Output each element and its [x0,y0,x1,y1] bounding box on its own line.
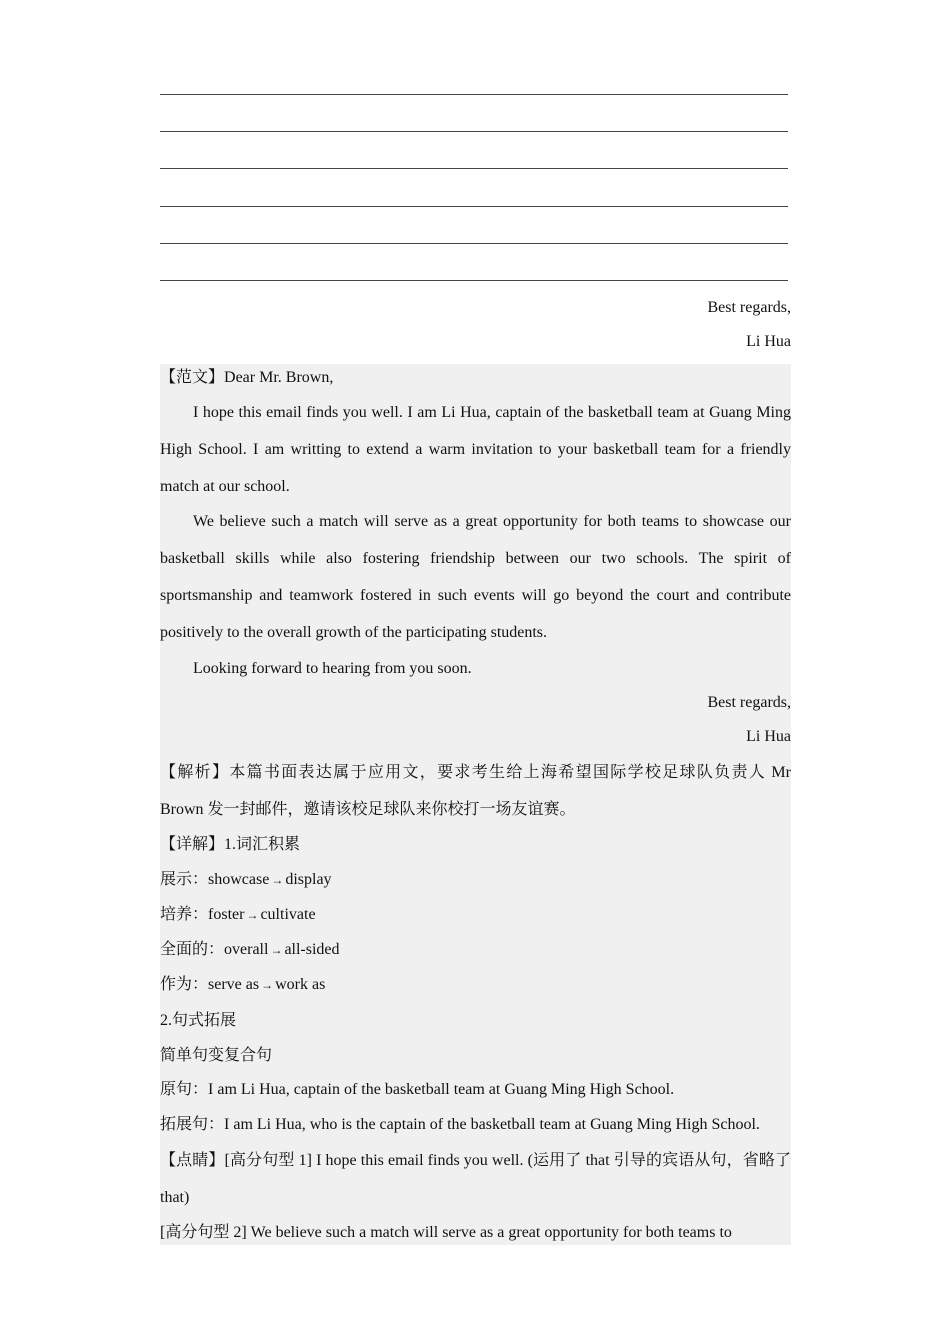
answer-line [160,206,788,207]
detail-heading-2: 2.句式拓展 [160,1012,237,1029]
vocab-word: showcase [208,871,270,888]
vocab-word: serve as [208,976,260,993]
answer-line [160,131,788,132]
original-text: I am Li Hua, captain of the basketball team at Guang Ming High School. [208,1081,675,1098]
vocab-cn: 全面的： [160,941,225,958]
detail-heading-row [160,835,791,855]
extended-text: I am Li Hua, who is the captain of the basketball team at Guang Ming High School. [224,1116,760,1133]
closing-regards: Best regards, [707,299,791,316]
model-greeting-row [160,368,791,388]
extended-sentence [160,1115,791,1135]
vocab-item [160,870,791,890]
arrow-icon: → [261,978,274,992]
vocab-cn: 作为： [160,976,209,993]
highlight-sentence-1: [高分句型 1] I hope this email finds you well. (运用了 that 引导的宾语从句，省略了 that) [160,1152,791,1206]
detail-heading-1: 1.词汇积累 [224,836,301,853]
original-label: 原句： [160,1081,209,1098]
analysis-paragraph [160,754,791,828]
original-sentence [160,1080,791,1100]
model-paragraph-1: I hope this email finds you well. I am Li Hua, captain of the basketball team at Guang Ming High School. I am writting to extend a warm invitation to your basketball team for a friendly match at our school. [160,404,791,495]
highlight-tag: 【点睛】 [160,1152,225,1169]
vocab-synonym: all-sided [284,941,340,958]
vocab-synonym: work as [275,976,326,993]
answer-line [160,168,788,169]
highlight-paragraph [160,1142,791,1216]
arrow-icon: → [271,873,284,887]
model-tag: 【范文】 [160,369,225,386]
vocab-item [160,940,791,960]
answer-line [160,243,788,244]
closing-name: Li Hua [746,333,791,350]
answer-line [160,94,788,95]
analysis-text: 本篇书面表达属于应用文，要求考生给上海希望国际学校足球队负责人 Mr Brown 发一封邮件，邀请该校足球队来你校打一场友谊赛。 [160,764,791,818]
model-name: Li Hua [746,728,791,745]
vocab-item [160,975,791,995]
vocab-item [160,905,791,925]
model-paragraph-3: Looking forward to hearing from you soon. [193,660,472,677]
vocab-synonym: cultivate [260,906,316,923]
arrow-icon: → [246,908,259,922]
vocab-word: overall [224,941,269,958]
model-paragraph-2: We believe such a match will serve as a great opportunity for both teams to showcase our basketball skills while also fostering friendship between our two schools. The spirit of sportsmanship and teamwork fostered in such events will go beyond the court and contribute positively to the overall growth of the participating students. [160,513,791,641]
vocab-word: foster [208,906,245,923]
arrow-icon: → [270,943,283,957]
vocab-cn: 展示： [160,871,209,888]
vocab-cn: 培养： [160,906,209,923]
analysis-tag: 【解析】 [160,764,230,781]
answer-line [160,280,788,281]
extended-label: 拓展句： [160,1116,225,1133]
detail-tag: 【详解】 [160,836,225,853]
highlight-sentence-2: [高分句型 2] We believe such a match will serve as a great opportunity for both teams to [160,1224,732,1241]
model-regards: Best regards, [707,694,791,711]
model-greeting: Dear Mr. Brown, [224,369,334,386]
vocab-synonym: display [285,871,332,888]
detail-subheading: 简单句变复合句 [160,1047,273,1064]
